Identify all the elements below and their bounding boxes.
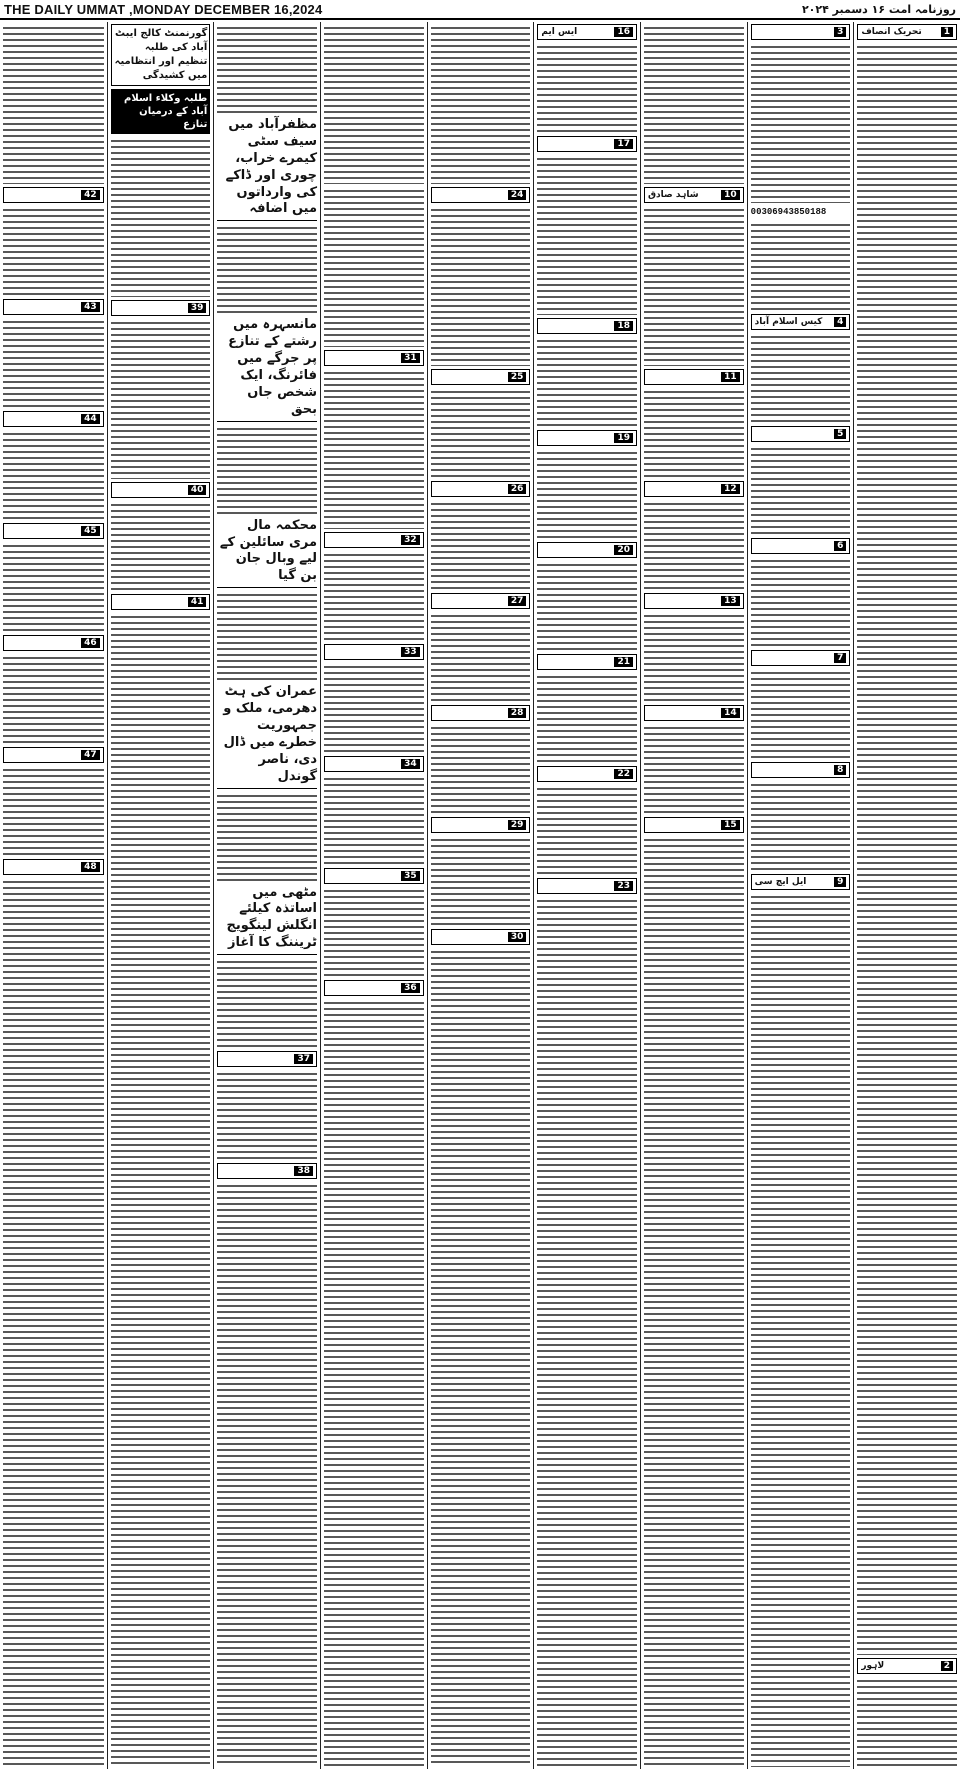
section-header: 7 (751, 650, 851, 666)
section-header: 5 (751, 426, 851, 442)
section-header: 35 (324, 868, 424, 884)
article-text-block (644, 612, 744, 702)
article-text-block (217, 1070, 317, 1160)
article-text-block (431, 948, 531, 1767)
article-text-block (644, 500, 744, 590)
section-header: 29 (431, 817, 531, 833)
section-header: 47 (3, 747, 104, 763)
article-text-block (751, 669, 851, 759)
section-header: 11 (644, 369, 744, 385)
article-text-block (217, 591, 317, 681)
section-header: 44 (3, 411, 104, 427)
headline: مانسہرہ میں رشتے کے تنازع پر جرگے میں فائرنگ، ایک شخص جاں بحق (217, 317, 317, 421)
column-1 (853, 22, 960, 1769)
section-header: 2 لاہور (857, 1658, 957, 1674)
section-header: 1 تحریک انصاف (857, 24, 957, 40)
headline: گورنمنٹ کالج ایبٹ آباد کی طلبہ تنظیم اور انتظامیہ میں کشیدگی (111, 24, 211, 86)
article-text-block (537, 337, 637, 427)
headline: مظفرآباد میں سیف سٹی کیمرے خراب، چوری اور ڈاکے کی وارداتوں میں اضافہ (217, 117, 317, 221)
column-grid (0, 22, 960, 1769)
article-text-block (324, 999, 424, 1767)
article-text-block (857, 43, 957, 1655)
column-6 (320, 22, 427, 1769)
section-header: 41 (111, 594, 211, 610)
headline-banner: طلبہ وکلاء اسلام آباد کے درمیان تنازع (111, 89, 211, 134)
article-text-block (3, 654, 104, 744)
article-text-block (217, 24, 317, 114)
article-text-block (431, 24, 531, 184)
section-header: 19 (537, 430, 637, 446)
section-header: 22 (537, 766, 637, 782)
article-text-block (537, 785, 637, 875)
article-text-block (3, 766, 104, 856)
article-text-block (431, 612, 531, 702)
section-header: 4 کیس اسلام آباد (751, 314, 851, 330)
article-text-block (431, 388, 531, 478)
article-text-block (644, 206, 744, 366)
section-header: 16 ایس ایم (537, 24, 637, 40)
masthead (0, 0, 960, 20)
section-header: 32 (324, 532, 424, 548)
article-text-block (751, 893, 851, 1767)
article-text-block (324, 187, 424, 347)
article-text-block (3, 542, 104, 632)
article-text-block (217, 958, 317, 1048)
article-text-block (644, 724, 744, 814)
article-text-block (751, 445, 851, 535)
section-header: 34 (324, 756, 424, 772)
section-header: 17 (537, 136, 637, 152)
article-text-block (217, 792, 317, 882)
article-text-block (111, 501, 211, 591)
section-header: 28 (431, 705, 531, 721)
section-header: 14 (644, 705, 744, 721)
article-text-block (644, 836, 744, 1767)
column-5 (427, 22, 534, 1769)
section-header: 46 (3, 635, 104, 651)
section-header: 21 (537, 654, 637, 670)
article-text-block (324, 887, 424, 977)
phone-number: 00306943850188 (750, 207, 827, 217)
section-header: 18 (537, 318, 637, 334)
article-text-block (111, 319, 211, 479)
section-header: 33 (324, 644, 424, 660)
section-header: 9 ایل ایچ سی (751, 874, 851, 890)
section-header: 37 (217, 1051, 317, 1067)
section-header: 27 (431, 593, 531, 609)
headline: عمران کی ہٹ دھرمی، ملک و جمہوریت خطرے میں ڈال دی، ناصر گوندل (217, 684, 317, 788)
section-header: 3 (751, 24, 851, 40)
section-header: 40 (111, 482, 211, 498)
headline: مٹھی میں اساتذہ کیلئے انگلش لینگویج ٹریننگ کا آغاز (217, 885, 317, 956)
section-header: 10 شاہد صادق (644, 187, 744, 203)
section-header: 31 (324, 350, 424, 366)
article-text-block (751, 221, 851, 311)
article-text-block (217, 224, 317, 314)
article-text-block (324, 369, 424, 529)
article-text-block (431, 500, 531, 590)
column-8 (107, 22, 214, 1769)
masthead-urdu: روزنامہ امت ۱۶ دسمبر ۲۰۲۴ (801, 2, 956, 16)
section-header: 20 (537, 542, 637, 558)
section-header: 24 (431, 187, 531, 203)
article-text-block (751, 43, 851, 203)
section-header: 45 (3, 523, 104, 539)
section-header: 36 (324, 980, 424, 996)
section-header: 15 (644, 817, 744, 833)
article-text-block (217, 1182, 317, 1767)
article-text-block (324, 775, 424, 865)
article-text-block (431, 724, 531, 814)
section-header: 42 (3, 187, 104, 203)
column-4 (533, 22, 640, 1769)
article-text-block (751, 557, 851, 647)
article-text-block (537, 897, 637, 1767)
article-text-block (644, 388, 744, 478)
section-header: 30 (431, 929, 531, 945)
column-9 (0, 22, 107, 1769)
article-text-block (324, 551, 424, 641)
section-header: 39 (111, 300, 211, 316)
section-header: 43 (3, 299, 104, 315)
article-text-block (537, 155, 637, 315)
section-header: 25 (431, 369, 531, 385)
article-text-block (644, 24, 744, 184)
masthead-english: THE DAILY UMMAT ,MONDAY DECEMBER 16,2024 (4, 1, 323, 17)
article-text-block (537, 561, 637, 651)
article-text-block (431, 206, 531, 366)
article-text-block (751, 333, 851, 423)
article-text-block (111, 613, 211, 1767)
headline: محکمہ مال مری سائلین کے لیے وبال جان بن گیا (217, 518, 317, 589)
section-header: 23 (537, 878, 637, 894)
article-text-block (3, 206, 104, 296)
article-text-block (537, 449, 637, 539)
article-text-block (3, 878, 104, 1767)
article-text-block (431, 836, 531, 926)
article-text-block (324, 24, 424, 184)
section-header: 8 (751, 762, 851, 778)
article-text-block (857, 1677, 957, 1767)
article-text-block (3, 24, 104, 184)
article-text-block (3, 430, 104, 520)
section-header: 6 (751, 538, 851, 554)
article-text-block (751, 781, 851, 871)
column-3 (640, 22, 747, 1769)
article-text-block (111, 137, 211, 297)
section-header: 48 (3, 859, 104, 875)
column-2 (747, 22, 854, 1769)
section-header: 13 (644, 593, 744, 609)
column-7 (213, 22, 320, 1769)
article-text-block (537, 43, 637, 133)
article-text-block (324, 663, 424, 753)
section-header: 12 (644, 481, 744, 497)
article-text-block (217, 425, 317, 515)
section-header: 38 (217, 1163, 317, 1179)
article-text-block (3, 318, 104, 408)
section-header: 26 (431, 481, 531, 497)
article-text-block (537, 673, 637, 763)
